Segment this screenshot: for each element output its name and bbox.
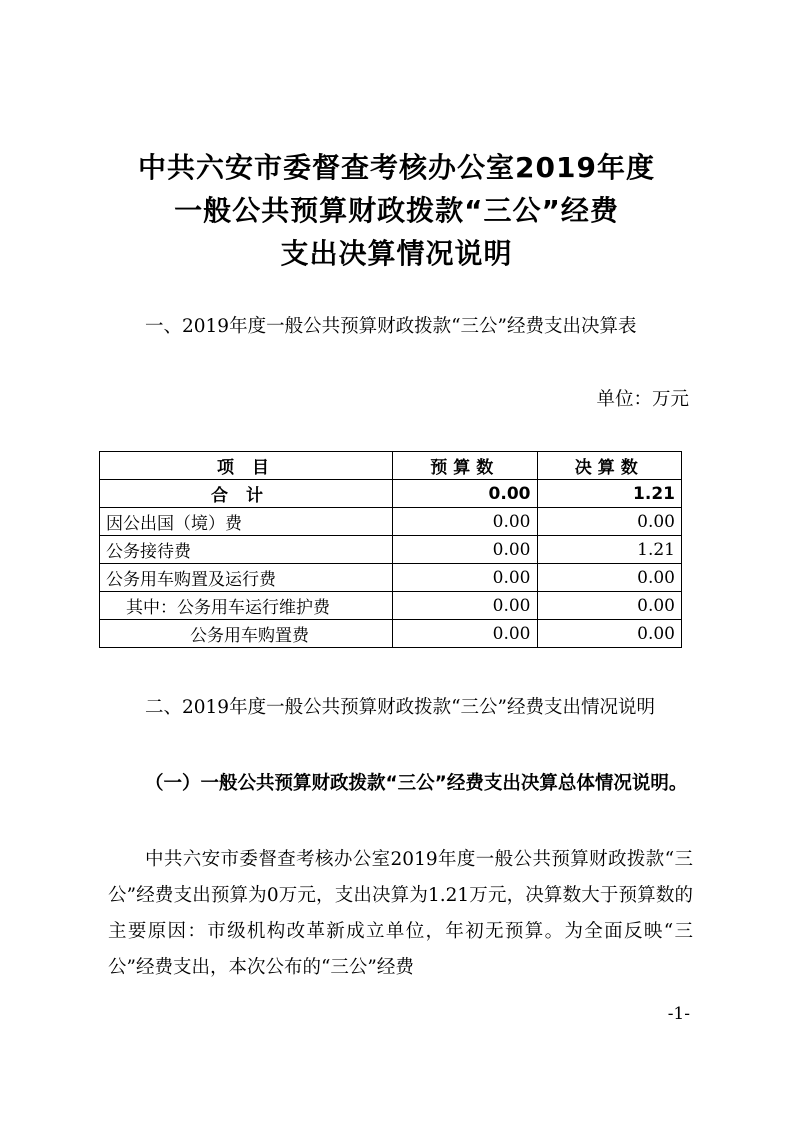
- row-actual: 0.00: [537, 620, 682, 648]
- row-label: 因公出国（境）费: [100, 508, 393, 536]
- row-label: 公务用车购置费: [100, 620, 393, 648]
- document-title-line-1: 中共六安市委督查考核办公室2019年度: [138, 151, 655, 184]
- total-budget: 0.00: [393, 480, 538, 508]
- total-label: 合计: [100, 480, 393, 508]
- page-number: -1-: [667, 1004, 690, 1024]
- row-actual: 0.00: [537, 508, 682, 536]
- header-budget: 预算数: [393, 452, 538, 480]
- row-label: 公务用车购置及运行费: [100, 564, 393, 592]
- row-label: 公务接待费: [100, 536, 393, 564]
- section-1-heading: 一、2019年度一般公共预算财政拨款“三公”经费支出决算表: [145, 316, 637, 337]
- section-2-subheading: （一）一般公共预算财政拨款“三公”经费支出决算总体情况说明。: [145, 773, 688, 794]
- row-actual: 1.21: [537, 536, 682, 564]
- table-row: [100, 536, 682, 564]
- total-actual: 1.21: [537, 480, 682, 508]
- table-row: [100, 592, 682, 620]
- document-title-line-2: 一般公共预算财政拨款“三公”经费: [174, 194, 619, 227]
- row-budget: 0.00: [393, 620, 538, 648]
- table-row: [100, 564, 682, 592]
- header-actual: 决算数: [537, 452, 682, 480]
- table-row: [100, 508, 682, 536]
- header-item: 项 目: [100, 452, 393, 480]
- table-row: [100, 620, 682, 648]
- row-actual: 0.00: [537, 564, 682, 592]
- section-2-heading: 二、2019年度一般公共预算财政拨款“三公”经费支出情况说明: [145, 697, 655, 718]
- budget-table: [99, 451, 682, 648]
- table-row-total: [100, 480, 682, 508]
- row-budget: 0.00: [393, 592, 538, 620]
- section-2-body: 中共六安市委督查考核办公室2019年度一般公共预算财政拨款“三公”经费支出预算为0万元，支出决算为1.21万元，决算数大于预算数的主要原因：市级机构改革新成立单位，年初无预算。为全面反映“三公”经费支出，本次公布的“三公”经费: [108, 849, 693, 978]
- table-header-row: [100, 452, 682, 480]
- row-budget: 0.00: [393, 508, 538, 536]
- row-budget: 0.00: [393, 536, 538, 564]
- document-title-line-3: 支出决算情况说明: [280, 237, 513, 270]
- row-actual: 0.00: [537, 592, 682, 620]
- row-label: 其中：公务用车运行维护费: [100, 592, 393, 620]
- row-budget: 0.00: [393, 564, 538, 592]
- unit-label: 单位：万元: [596, 389, 689, 410]
